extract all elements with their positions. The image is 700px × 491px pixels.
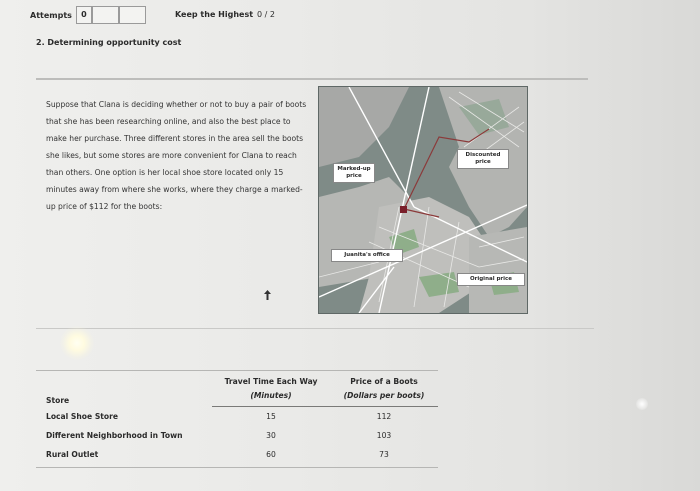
- travel-minutes: 15: [266, 412, 276, 421]
- attempt-slot: [92, 6, 119, 24]
- table-bottom-rule: [36, 467, 438, 468]
- price-header: Price of a Boots: [350, 377, 418, 386]
- header-rule: [212, 406, 438, 407]
- boot-price: 103: [376, 431, 392, 440]
- map-label-original: Original price: [457, 273, 525, 286]
- attempts-bar: [30, 5, 275, 25]
- light-glare: [60, 326, 94, 360]
- city-map: [318, 86, 528, 314]
- boot-price: 73: [379, 450, 389, 459]
- boot-price: 112: [376, 412, 392, 421]
- table-row: [46, 428, 438, 446]
- store-name: Different Neighborhood in Town: [46, 431, 183, 440]
- table-top-rule: [36, 370, 438, 371]
- mouse-cursor-icon: [264, 290, 271, 300]
- store-header: Store: [46, 396, 70, 405]
- attempts-label: Attempts: [30, 10, 72, 20]
- table-row: [46, 447, 438, 465]
- travel-minutes: 60: [266, 450, 276, 459]
- store-name: Local Shoe Store: [46, 412, 119, 421]
- keep-highest-score: 0 / 2: [257, 10, 275, 19]
- travel-time-header: Travel Time Each Way: [224, 377, 318, 386]
- section-title: 2. Determining opportunity cost: [36, 38, 182, 47]
- travel-minutes: 30: [266, 431, 276, 440]
- map-label-office: Juanita's office: [331, 249, 403, 262]
- store-name: Rural Outlet: [46, 450, 99, 459]
- map-label-discounted: Discounted price: [457, 149, 509, 169]
- travel-time-unit: (Minutes): [250, 391, 292, 400]
- price-unit: (Dollars per boots): [343, 391, 425, 400]
- attempt-slot: [119, 6, 146, 24]
- attempt-boxes: [76, 6, 146, 24]
- section-divider: [36, 78, 588, 80]
- attempt-count: 0: [76, 6, 92, 24]
- light-glare: [636, 398, 648, 410]
- map-label-marked-up: Marked-up price: [333, 163, 375, 183]
- question-prompt: Suppose that Clana is deciding whether or not to buy a pair of boots that she has been researching online, and also the best place to make her purchase. Three different stores in the area sell the boots she likes, but some stores are more convenient for Clana to reach than others. One option is her local shoe store located only 15 minutes away from where she works, where they charge a marked-up price of $112 for the boots:: [46, 100, 307, 211]
- section-divider: [36, 328, 594, 329]
- keep-highest-label: Keep the Highest 0 / 2: [175, 10, 275, 19]
- table-row: [46, 409, 438, 427]
